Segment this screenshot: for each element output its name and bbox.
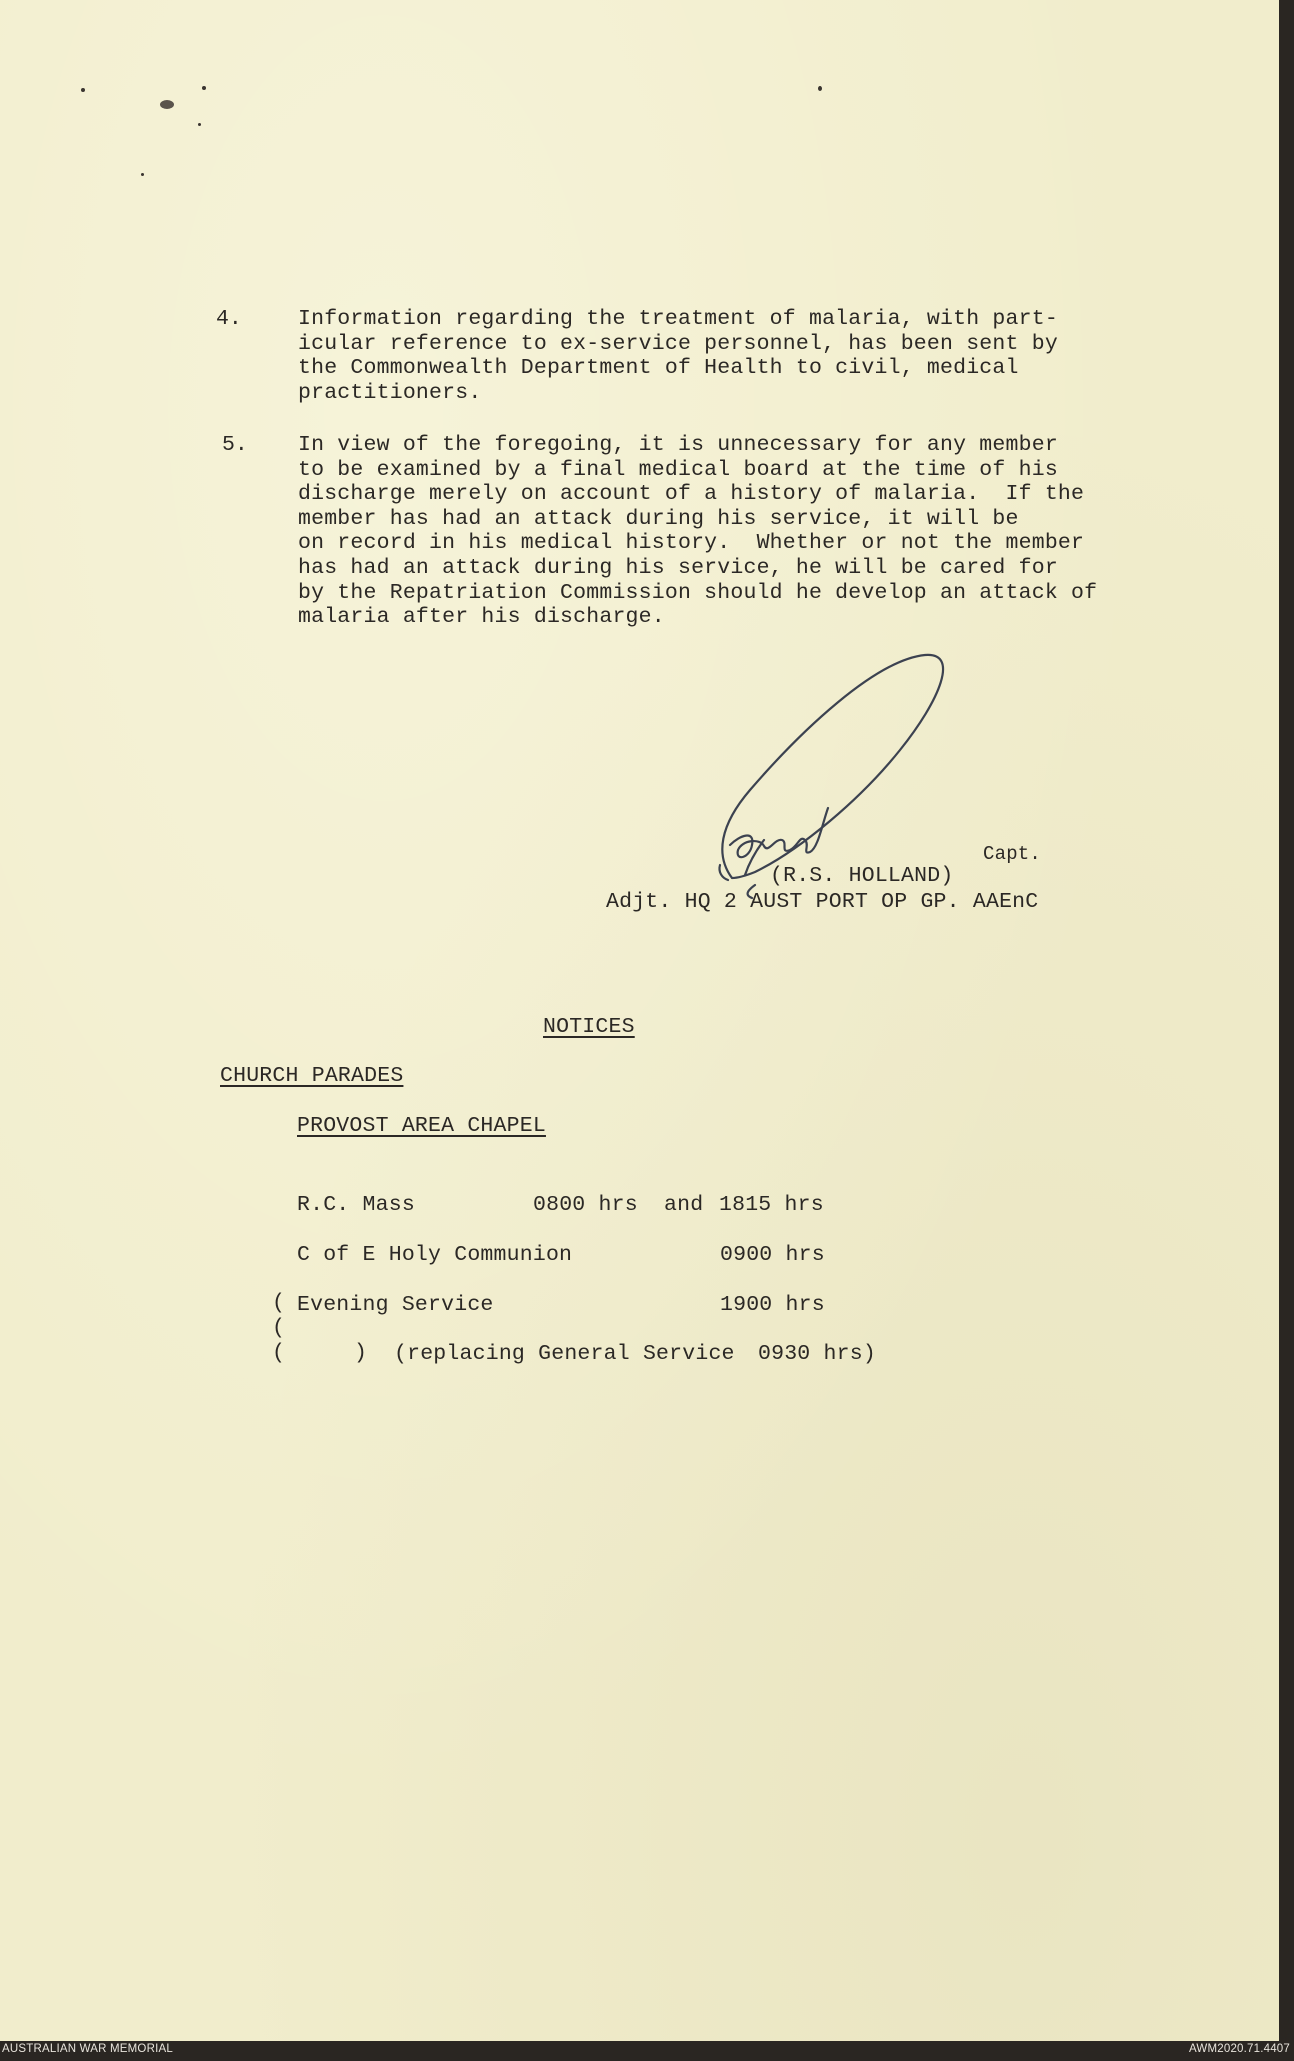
paragraph-5-line: on record in his medical history. Whether or not the member — [298, 531, 1085, 556]
paper-speck — [198, 123, 201, 126]
handwritten-signature — [660, 640, 960, 900]
paragraph-4-line: Information regarding the treatment of malaria, with part- — [298, 307, 1058, 331]
service-time: 0900 hrs — [720, 1243, 825, 1267]
paragraph-4-number: 4. — [216, 307, 242, 331]
paragraph-5-line: In view of the foregoing, it is unnecessary for any member — [298, 433, 1058, 457]
signature-name: (R.S. HOLLAND) — [770, 864, 954, 888]
signature-rank: Capt. — [983, 843, 1042, 865]
paragraph-5-line: by the Repatriation Commission should he develop an attack of — [298, 580, 1098, 605]
paragraph-5-number: 5. — [222, 433, 248, 457]
bracket-mark: ( — [272, 1291, 285, 1315]
paragraph-4 — [298, 307, 1078, 405]
paragraph-4-line: practitioners. — [298, 380, 482, 405]
paragraph-5-line: discharge merely on account of a history of malaria. If the — [298, 482, 1085, 507]
paper-speck — [81, 88, 85, 92]
paragraph-4-line: icular reference to ex-service personnel, has been sent by — [298, 331, 1058, 356]
service-joiner: and — [664, 1193, 704, 1217]
church-parades-heading: CHURCH PARADES — [220, 1064, 404, 1088]
paper-speck — [141, 173, 144, 176]
paragraph-5-line: has had an attack during his service, he will be cared for — [298, 555, 1058, 580]
paper-speck — [202, 86, 206, 90]
service-name: Evening Service — [297, 1293, 494, 1317]
service-time: 0930 hrs) — [758, 1342, 876, 1366]
footer-accession-number: AWM2020.71.4407 — [1188, 2043, 1290, 2055]
service-time: 1900 hrs — [720, 1293, 825, 1317]
bracket-mark: ) — [354, 1341, 367, 1365]
signature-appointment: Adjt. HQ 2 AUST PORT OP GP. AAEnC — [606, 890, 1039, 914]
bracket-mark: ( — [272, 1316, 285, 1340]
paragraph-5-line: malaria after his discharge. — [298, 605, 665, 630]
service-name: (replacing General Service — [394, 1342, 735, 1366]
paragraph-4-line: the Commonwealth Department of Health to civil, medical — [298, 356, 1019, 381]
service-time: 0800 hrs — [533, 1193, 638, 1217]
paragraph-5 — [298, 433, 1098, 630]
footer-archive-name: AUSTRALIAN WAR MEMORIAL — [2, 2043, 173, 2055]
service-time: 1815 hrs — [719, 1193, 824, 1217]
paper-speck — [818, 86, 822, 91]
notices-heading: NOTICES — [543, 1015, 635, 1039]
provost-area-chapel-heading: PROVOST AREA CHAPEL — [297, 1114, 546, 1138]
paragraph-5-line: member has had an attack during his service, it will be — [298, 506, 1019, 531]
service-name: C of E Holy Communion — [297, 1243, 573, 1267]
bracket-mark: ( — [272, 1341, 285, 1365]
paragraph-5-line: to be examined by a final medical board at the time of his — [298, 457, 1058, 482]
service-name: R.C. Mass — [297, 1193, 415, 1217]
paper-speck — [160, 100, 174, 109]
